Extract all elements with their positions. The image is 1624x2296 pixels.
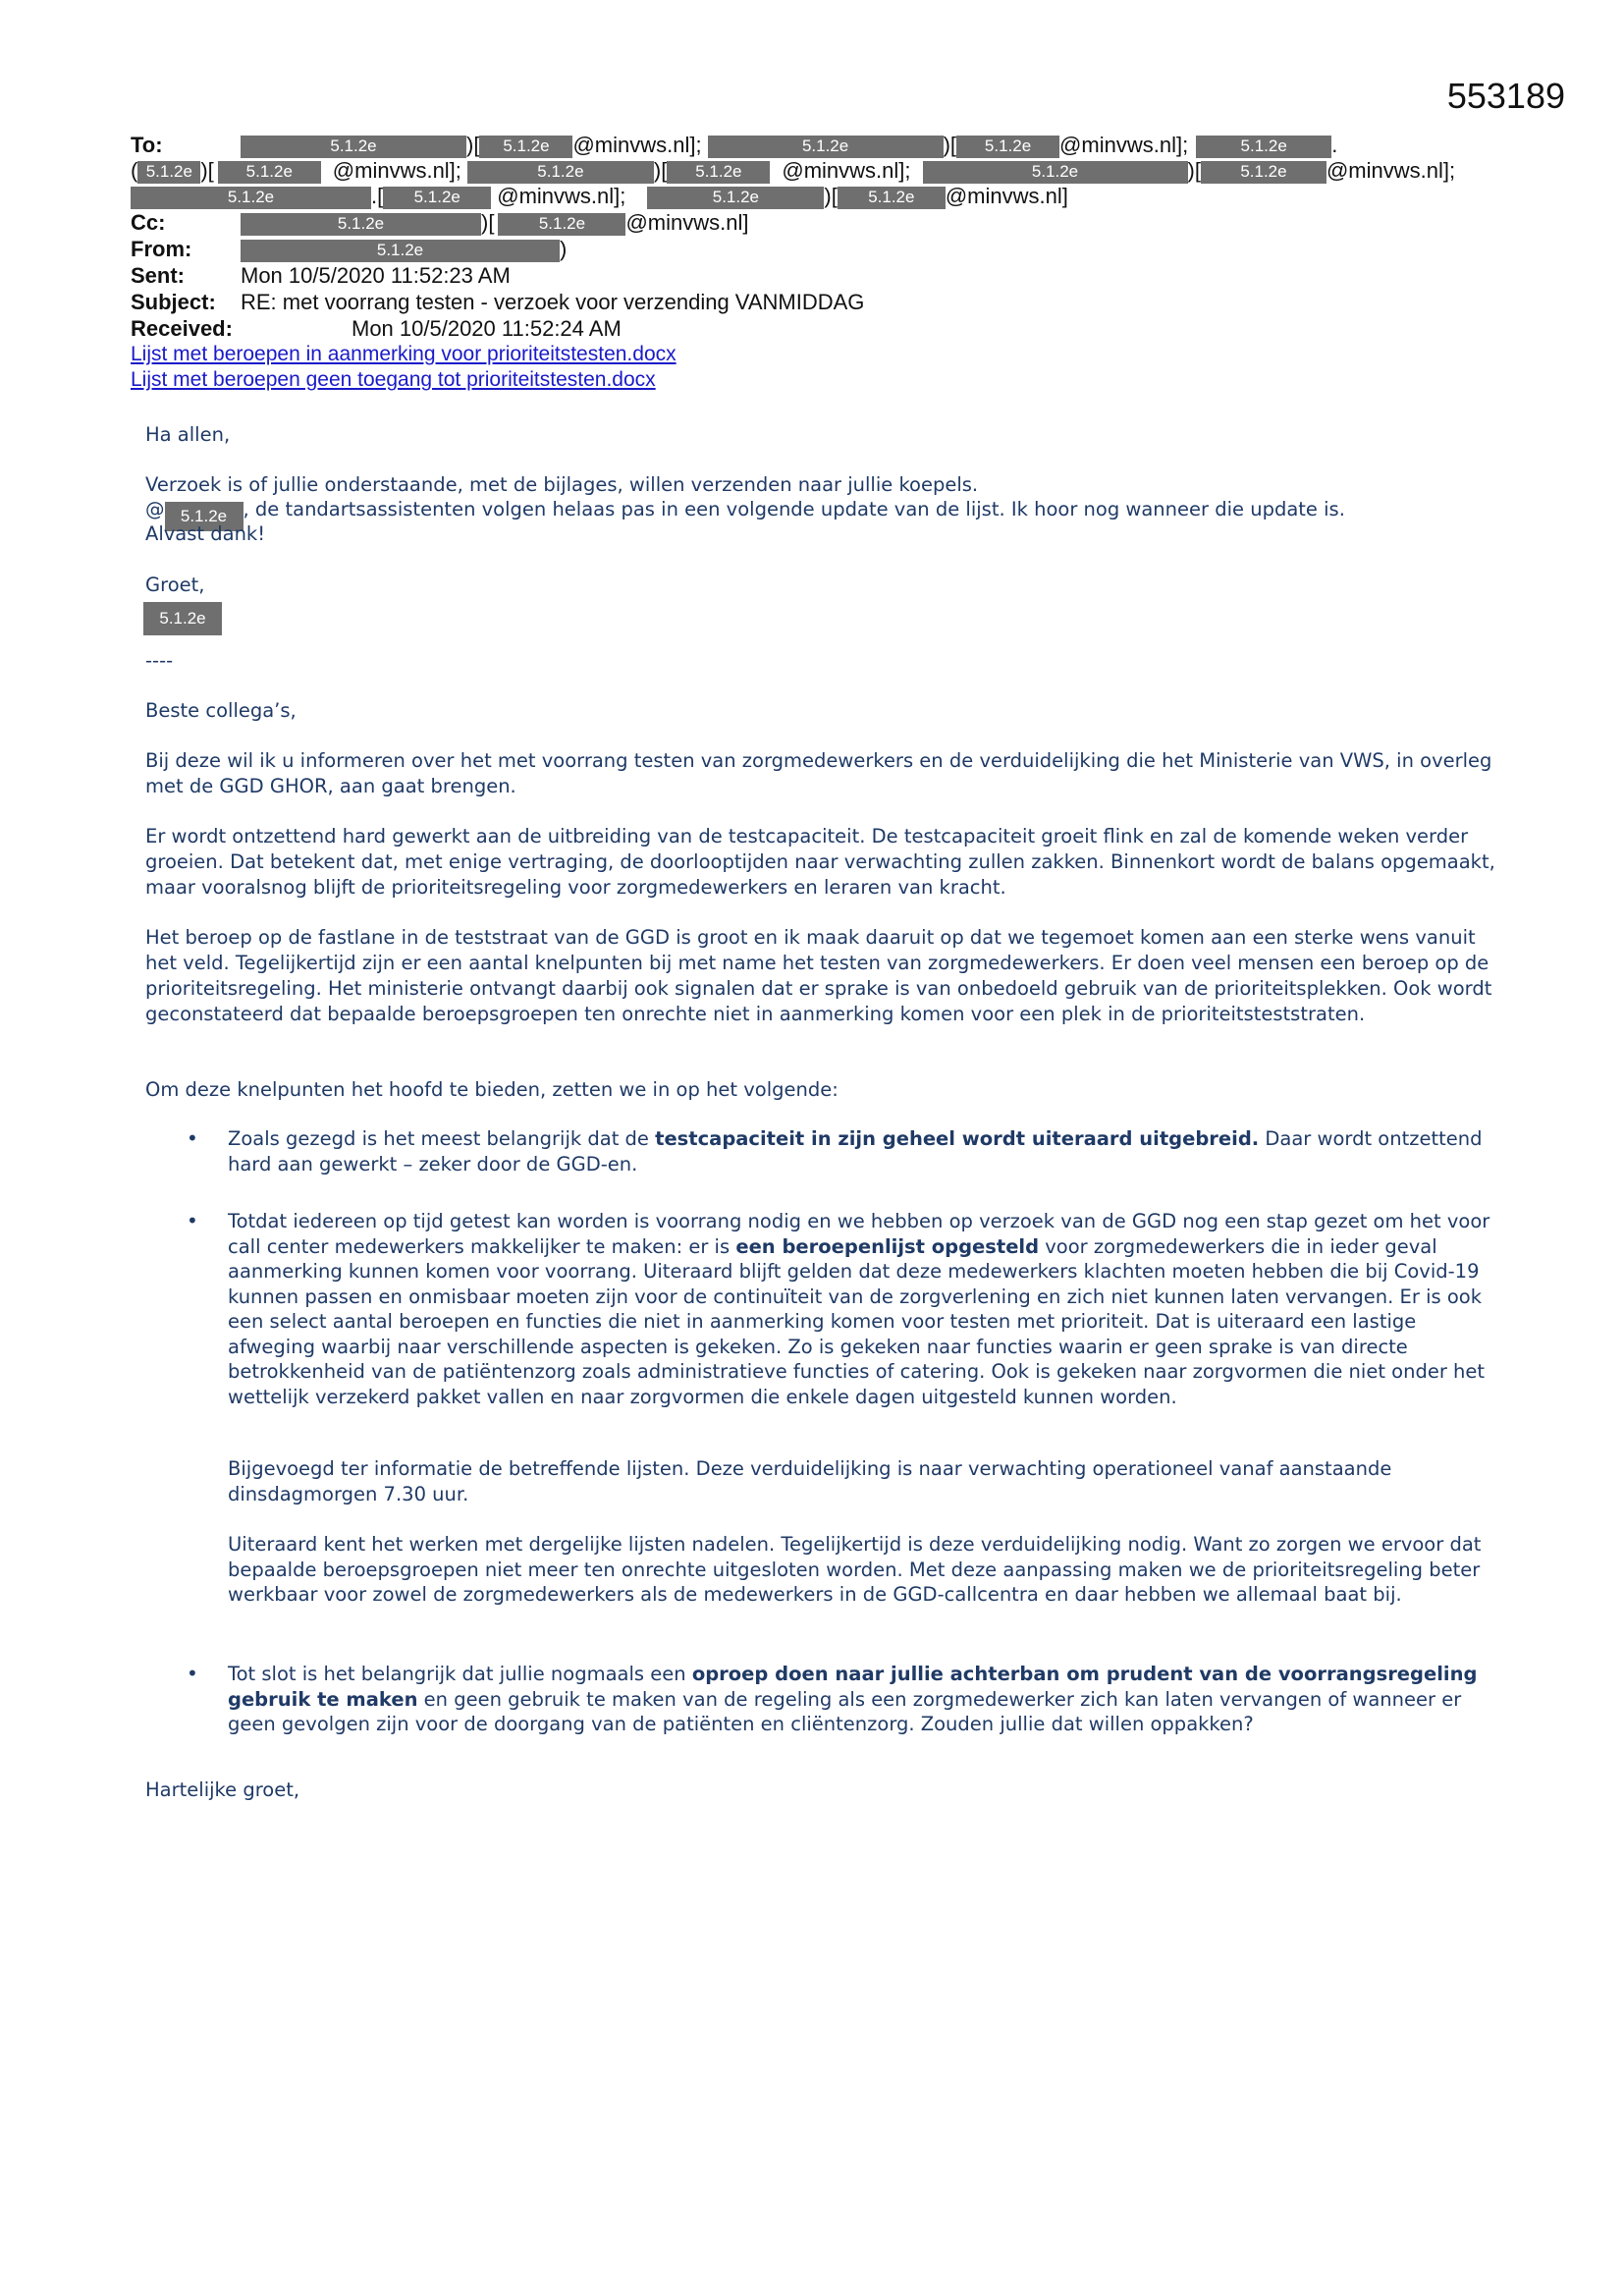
greeting: Ha allen, bbox=[145, 423, 231, 446]
from-label: From: bbox=[131, 237, 192, 261]
redaction: 5.1.2e bbox=[131, 187, 371, 209]
subject-line bbox=[131, 289, 1535, 315]
bullet-point: • bbox=[187, 1126, 198, 1150]
redaction: 5.1.2e bbox=[667, 161, 770, 184]
bullet-paragraph: Uiteraard kent het werken met dergelijke lijsten nadelen. Tegelijkertijd is deze verduidelijking nodig. Want zo zorgen we ervoor dat bepaalde beroepsgroepen niet meer ten onrechte uitgesloten worden. Met deze aanpassing maken we de prioriteitsregeling beter werkbaar voor zowel de zorgmedewerkers als de medewerkers in de GGD-callcentra en daar hebben we allemaal baat bij. bbox=[228, 1533, 1482, 1606]
email-domain: @minvws.nl]; bbox=[782, 158, 911, 183]
sent-value: Mon 10/5/2020 11:52:23 AM bbox=[241, 263, 511, 288]
email-domain: @minvws.nl] bbox=[625, 210, 749, 235]
email-domain: @minvws.nl]; bbox=[1059, 133, 1189, 157]
redaction: 5.1.2e bbox=[218, 161, 321, 184]
redaction: 5.1.2e bbox=[1196, 136, 1331, 158]
redaction: 5.1.2e bbox=[137, 161, 200, 184]
email-domain: @minvws.nl]; bbox=[332, 158, 461, 183]
received-label: Received: bbox=[131, 316, 233, 341]
bullet-item: Tot slot is het belangrijk dat jullie nogmaals een oproep doen naar jullie achterban om prudent van de voorrangsregeling gebruik te maken en geen gebruik te maken van de regeling als een zorgmedewerker zich kan laten vervangen of wanneer er geen gevolgen zijn voor de doorgang van de patiënten en cliëntenzorg. Zouden jullie dat willen oppakken? bbox=[228, 1663, 1478, 1735]
sent-label: Sent: bbox=[131, 263, 185, 288]
paragraph: Bij deze wil ik u informeren over het met voorrang testen van zorgmedewerkers en de verduidelijking die het Ministerie van VWS, in overleg met de GGD GHOR, aan gaat brengen. bbox=[145, 749, 1492, 797]
bullet-item: Totdat iedereen op tijd getest kan worden is voorrang nodig en we hebben op verzoek van de GGD nog een stap gezet om het voor call center medewerkers makkelijker te maken: er is een beroepenlijst opgesteld voor zorgmedewerkers die in ieder geval aanmerking kunnen komen voor voorrang. Uiteraard blijft gelden dat deze medewerkers klachten moeten hebben die bij Covid-19 kunnen passen en onmisbaar moeten zijn voor de continuïteit van de zorgverlening en zich niet kunnen laten vervangen. Er is ook een select aantal beroepen en functies die niet in aanmerking komen voor testen met prioriteit. Dat is uiteraard een lastige afweging waarbij naar verschillende aspecten is gekeken. Zo is gekeken naar functies waarin er geen sprake is van directe betrokkenheid van de patiëntenzorg zoals administratieve functies of catering. Ook is gekeken naar zorgvormen die niet onder het wettelijk verzekerd pakket vallen en naar zorgvormen die enkele dagen uitgesteld kunnen worden. bbox=[228, 1210, 1490, 1408]
redaction: 5.1.2e bbox=[143, 602, 222, 635]
redaction: 5.1.2e bbox=[467, 161, 654, 184]
document-number: 553189 bbox=[1446, 76, 1565, 116]
to-line-2: ( 5.1.2e )[ 5.1.2e @minvws.nl]; 5.1.2e )[ 5.1.2e @minvws.nl]; 5.1.2e )[ 5.1.2e @minvws.nl]; bbox=[131, 158, 1456, 183]
redaction: 5.1.2e bbox=[838, 187, 946, 209]
to-label: To: bbox=[131, 133, 163, 157]
cc-label: Cc: bbox=[131, 210, 166, 235]
signature-redaction bbox=[143, 599, 1498, 635]
email-domain: @minvws.nl]; bbox=[572, 133, 702, 157]
redaction: 5.1.2e bbox=[647, 187, 824, 209]
attachment-link[interactable]: Lijst met beroepen in aanmerking voor prioriteitstesten.docx bbox=[131, 343, 677, 365]
attachment-link[interactable]: Lijst met beroepen geen toegang tot prioriteitstesten.docx bbox=[131, 368, 656, 391]
paragraph: Verzoek is of jullie onderstaande, met de bijlages, willen verzenden naar jullie koepels. bbox=[145, 473, 979, 496]
paragraph: Er wordt ontzettend hard gewerkt aan de uitbreiding van de testcapaciteit. De testcapaciteit groeit flink en zal de komende weken verder groeien. Dat betekent dat, met enige vertraging, de doorlooptijden naar verwachting zullen zakken. Binnenkort wordt de balans opgemaakt, maar vooralsnog blijft de prioriteitsregeling voor zorgmedewerkers en leraren van kracht. bbox=[145, 825, 1495, 899]
received-value: Mon 10/5/2020 11:52:24 AM bbox=[352, 316, 622, 341]
from-line: From: 5.1.2e ) bbox=[131, 237, 568, 261]
redaction: 5.1.2e bbox=[498, 213, 625, 236]
separator: ---- bbox=[145, 649, 174, 672]
salutation: Beste collega’s, bbox=[145, 699, 297, 722]
sent-line bbox=[131, 262, 1535, 289]
bullet-paragraph: Bijgevoegd ter informatie de betreffende lijsten. Deze verduidelijking is naar verwachting operationeel vanaf aanstaande dinsdagmorgen 7.30 uur. bbox=[228, 1457, 1392, 1505]
redaction: 5.1.2e bbox=[479, 136, 572, 158]
bullet-item: Zoals gezegd is het meest belangrijk dat de testcapaciteit in zijn geheel wordt uiteraard uitgebreid. Daar wordt ontzettend hard aan gewerkt – zeker door de GGD-en. bbox=[228, 1127, 1483, 1175]
redaction: 5.1.2e bbox=[923, 161, 1188, 184]
redaction: 5.1.2e bbox=[165, 502, 244, 531]
closing: Hartelijke groet, bbox=[145, 1778, 300, 1801]
redaction: 5.1.2e bbox=[241, 213, 481, 236]
redaction: 5.1.2e bbox=[241, 240, 560, 262]
bullet-point: • bbox=[187, 1209, 198, 1232]
bullet-point: • bbox=[187, 1662, 198, 1685]
to-line-3: 5.1.2e .[ 5.1.2e @minvws.nl]; 5.1.2e )[ 5.1.2e @minvws.nl] bbox=[131, 183, 1535, 209]
email-domain: @minvws.nl] bbox=[945, 184, 1068, 208]
email-domain: @minvws.nl]; bbox=[497, 184, 626, 208]
received-line bbox=[131, 315, 1535, 342]
email-domain: @minvws.nl]; bbox=[1326, 158, 1456, 183]
paragraph: @ 5.1.2e , de tandartsassistenten volgen helaas pas in een volgende update van de lijst. Ik hoor nog wanneer die update is. bbox=[145, 497, 1500, 531]
subject-label: Subject: bbox=[131, 290, 216, 314]
redaction: 5.1.2e bbox=[708, 136, 944, 158]
subject-value: RE: met voorrang testen - verzoek voor verzending VANMIDDAG bbox=[241, 290, 865, 314]
paragraph: Om deze knelpunten het hoofd te bieden, zetten we in op het volgende: bbox=[145, 1078, 839, 1101]
paragraph: Alvast dank! bbox=[145, 522, 266, 545]
to-line-1: To: 5.1.2e )[ 5.1.2e @minvws.nl]; 5.1.2e )[ 5.1.2e @minvws.nl]; 5.1.2e . bbox=[131, 133, 1338, 157]
cc-line: Cc: 5.1.2e )[ 5.1.2e @minvws.nl] bbox=[131, 210, 749, 235]
redaction: 5.1.2e bbox=[956, 136, 1059, 158]
redaction: 5.1.2e bbox=[383, 187, 491, 209]
redaction: 5.1.2e bbox=[1201, 161, 1326, 184]
paragraph: Het beroep op de fastlane in de teststraat van de GGD is groot en ik maak daaruit op dat we tegemoet komen aan een sterke wens vanuit het veld. Tegelijkertijd zijn er een aantal knelpunten bij met name het testen van zorgmedewerkers. Er doen veel mensen een beroep op de prioriteitsregeling. Het ministerie ontvangt daarbij ook signalen dat er sprake is van onbedoeld gebruik van de prioriteitsplekken. Ook wordt geconstateerd dat bepaalde beroepsgroepen ten onrechte niet in aanmerking komen voor een plek in de prioriteitsteststraten. bbox=[145, 926, 1492, 1025]
redaction: 5.1.2e bbox=[241, 136, 466, 158]
groet: Groet, bbox=[145, 574, 205, 596]
